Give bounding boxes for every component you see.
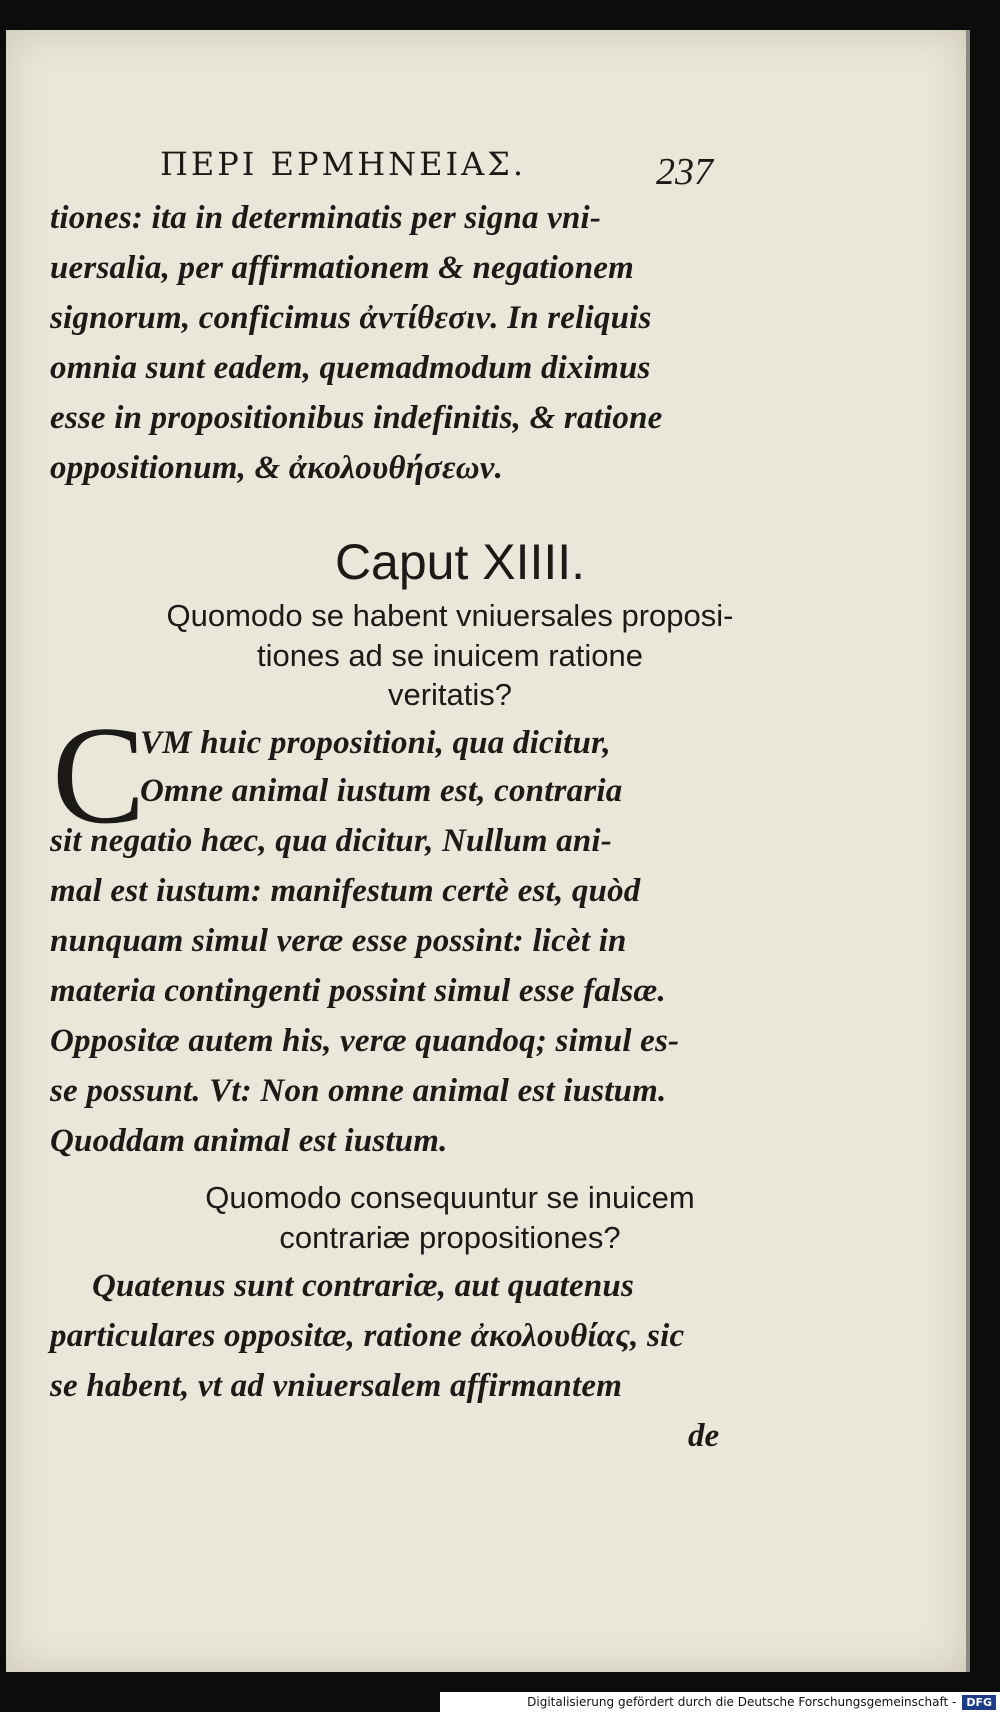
text-line: se possunt. Vt: Non omne animal est iustum. xyxy=(50,1073,667,1109)
chapter-subtitle-line: Quomodo se habent vniuersales proposi- xyxy=(166,598,734,633)
running-title: ΠΕΡΙ ΕΡΜΗΝΕΙΑΣ. xyxy=(160,145,527,183)
text-line: nunquam simul veræ esse possint: licèt in xyxy=(50,923,627,959)
digitization-credit: Digitalisierung gefördert durch die Deutsche Forschungsgemeinschaft - xyxy=(527,1695,957,1709)
text-line: Quatenus sunt contrariæ, aut quatenus xyxy=(92,1268,635,1304)
text-line: materia contingenti possint simul esse falsæ. xyxy=(50,973,666,1009)
section-heading-line: contrariæ propositiones? xyxy=(279,1220,621,1255)
text-line: mal est iustum: manifestum certè est, quòd xyxy=(50,873,641,909)
text-line: tiones: ita in determinatis per signa vni- xyxy=(50,200,602,236)
text-line: Quoddam animal est iustum. xyxy=(50,1123,448,1159)
text-line: signorum, conficimus ἀντίθεσιν. In reliquis xyxy=(50,300,652,336)
catchword: de xyxy=(688,1418,720,1454)
chapter-subtitle-line: tiones ad se inuicem ratione xyxy=(256,638,643,673)
page-edge xyxy=(966,30,970,1672)
text-line: omnia sunt eadem, quemadmodum diximus xyxy=(50,350,651,386)
chapter-title: Caput XIIII. xyxy=(334,534,586,590)
text-line: VM huic propositioni, qua dicitur, xyxy=(140,725,611,761)
dfg-logo: DFG xyxy=(962,1695,996,1710)
text-line: particulares oppositæ, ratione ἀκολουθίας, sic xyxy=(50,1318,685,1354)
text-line: se habent, vt ad vniuersalem affirmantem xyxy=(50,1368,623,1404)
text-line: Oppositæ autem his, veræ quandoq; simul es- xyxy=(50,1023,680,1059)
text-line: uersalia, per affirmationem & negationem xyxy=(50,250,635,286)
section-heading-line: Quomodo consequuntur se inuicem xyxy=(205,1180,695,1215)
text-line: esse in propositionibus indefinitis, & ratione xyxy=(50,400,663,436)
chapter-subtitle-line: veritatis? xyxy=(387,677,513,712)
page-number: 237 xyxy=(656,151,713,193)
drop-cap: C xyxy=(52,698,146,853)
text-line: oppositionum, & ἀκολουθήσεων. xyxy=(50,450,504,486)
text-line: Omne animal iustum est, contraria xyxy=(140,773,623,809)
text-line: sit negatio hæc, qua dicitur, Nullum ani- xyxy=(50,823,612,859)
digitization-credit-bar xyxy=(440,1692,1000,1712)
